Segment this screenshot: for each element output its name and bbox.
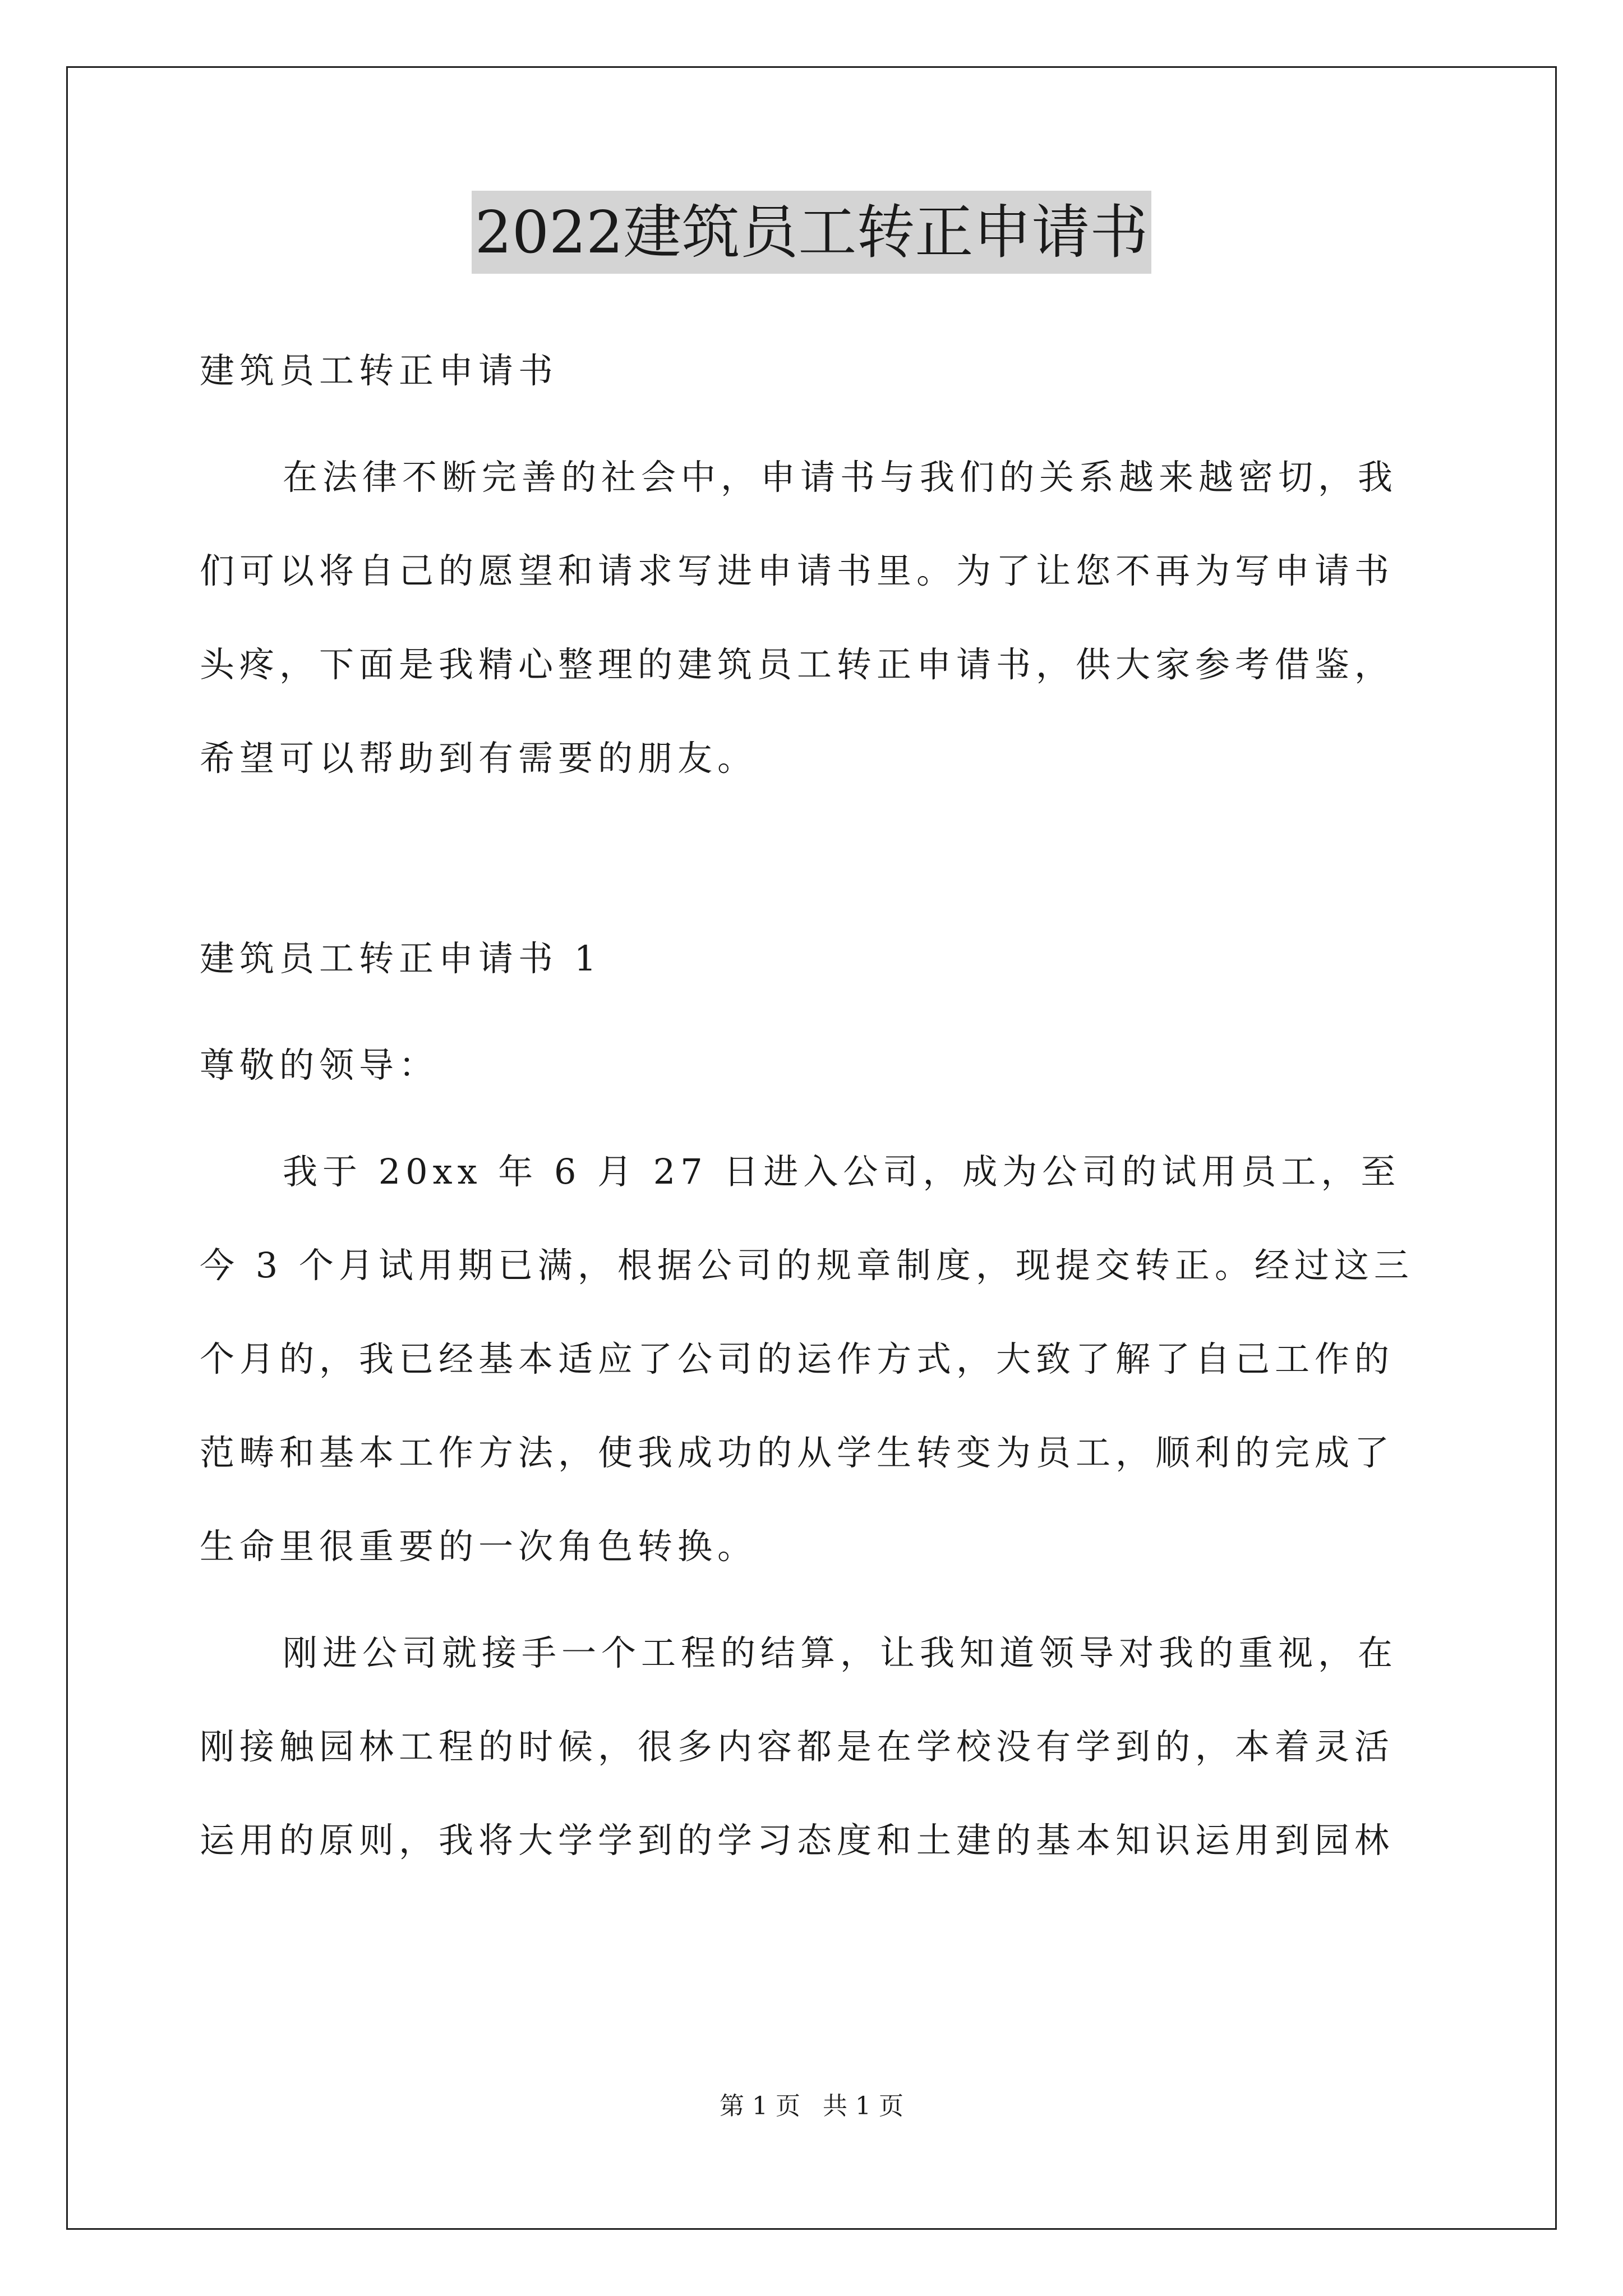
document-title: 2022建筑员工转正申请书 — [472, 191, 1152, 274]
title-block — [0, 191, 1623, 274]
intro-paragraph: 在法律不断完善的社会中，申请书与我们的关系越来越密切，我们可以将自己的愿望和请求写进申请书里。为了让您不再为写申请书头疼，下面是我精心整理的建筑员工转正申请书，供大家参考借鉴，希望可以帮助到有需要的朋友。 — [200, 457, 1398, 779]
page-footer — [0, 2090, 1623, 2123]
document-subtitle: 建筑员工转正申请书 — [200, 350, 559, 391]
body-paragraph-1: 我于 20xx 年 6 月 27 日进入公司，成为公司的试用员工，至今 3 个月试用期已满，根据公司的规章制度，现提交转正。经过这三个月的，我已经基本适应了公司的运作方式，大致了解了自己工作的范畴和基本工作方法，使我成功的从学生转变为员工，顺利的完成了生命里很重要的一次角色转换。 — [200, 1151, 1414, 1567]
document-body — [200, 324, 1424, 1887]
salutation: 尊敬的领导： — [200, 1045, 439, 1085]
section-heading: 建筑员工转正申请书 1 — [200, 938, 602, 979]
page-total: 共 1 页 — [823, 2092, 903, 2120]
page-number: 第 1 页 — [720, 2092, 800, 2120]
body-paragraph-2: 刚进公司就接手一个工程的结算，让我知道领导对我的重视，在刚接触园林工程的时候，很多内容都是在学校没有学到的，本着灵活运用的原则，我将大学学到的学习态度和土建的基本知识运用到园林 — [200, 1632, 1398, 1861]
